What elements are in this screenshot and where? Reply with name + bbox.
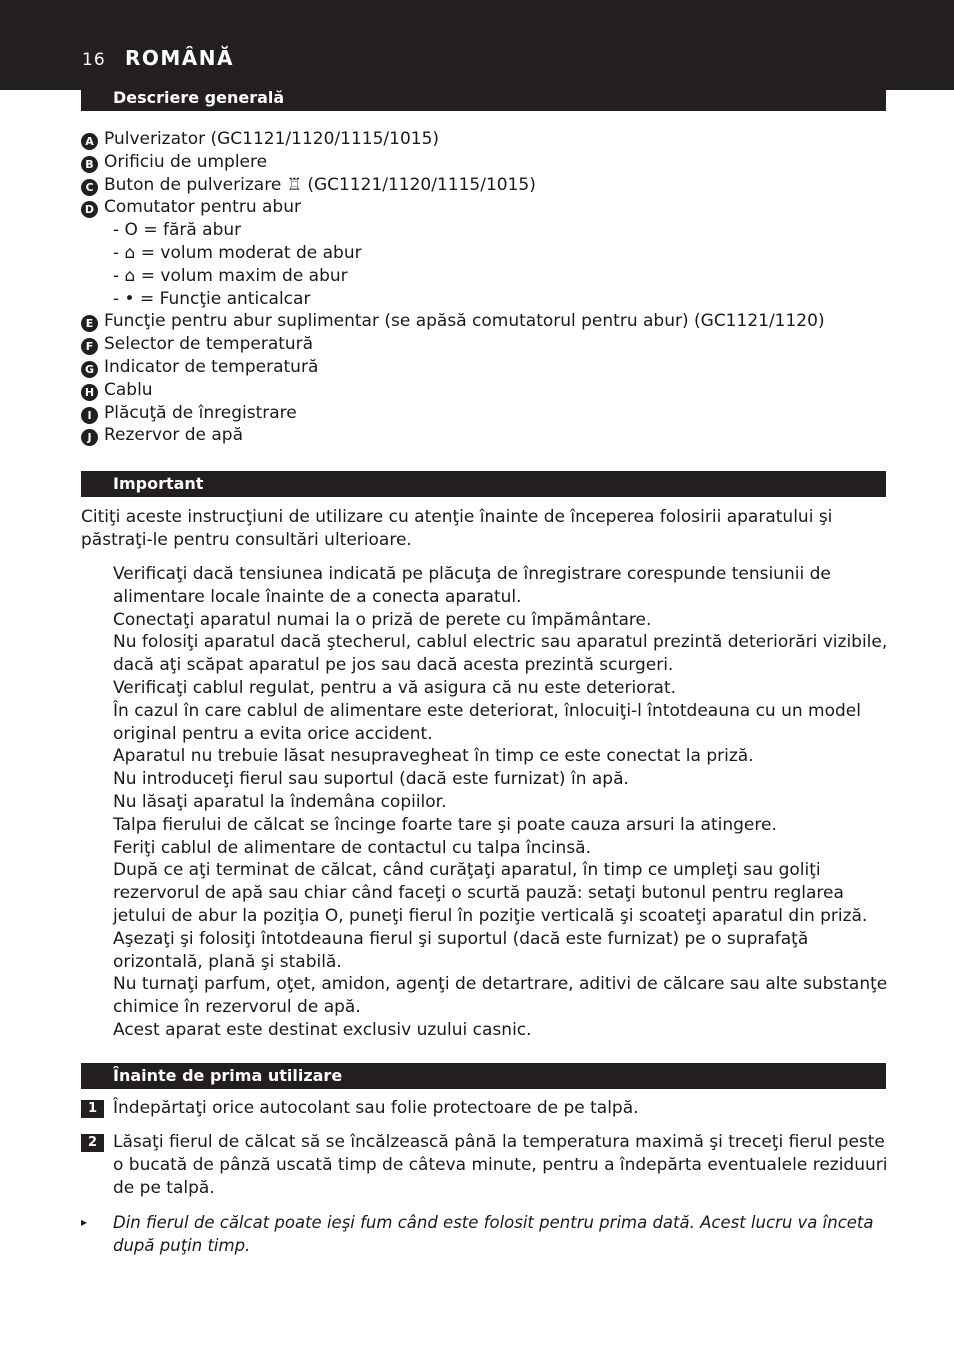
list-item: B Orificiu de umplere	[81, 151, 825, 174]
list-subitem: - O = fără abur	[113, 220, 242, 241]
section-header-before-first-use	[81, 1063, 886, 1089]
warning-item: În cazul în care cablul de alimentare este deteriorat, înlocuiţi-l întotdeauna cu un model original pentru a evita orice accident.	[113, 700, 861, 744]
note-text: Din fierul de călcat poate ieşi fum când este folosit pentru prima dată. Acest lucru va înceta după puţin timp.	[113, 1213, 874, 1255]
list-item: F Selector de temperatură	[81, 333, 825, 356]
arrow-bullet-icon: ▸	[81, 1215, 88, 1229]
letter-badge: H	[81, 384, 98, 401]
warning-item: Conectaţi aparatul numai la o priză de perete cu împământare.	[113, 609, 652, 630]
warning-item: Nu turnaţi parfum, oţet, amidon, agenţi de detartrare, aditivi de călcare sau alte substanţe chimice în rezervorul de apă.	[113, 974, 888, 1018]
list-subitem: - ⌂ = volum maxim de abur	[113, 265, 348, 286]
header-bar	[0, 0, 954, 90]
warnings-list	[113, 563, 893, 1042]
list-item: C Buton de pulverizare ♖ (GC1121/1120/1115/1015)	[81, 174, 825, 197]
warning-item: Nu lăsaţi aparatul la îndemâna copiilor.	[113, 791, 447, 812]
list-item: A Pulverizator (GC1121/1120/1115/1015)	[81, 128, 825, 151]
warning-item: Aşezaţi şi folosiţi întotdeauna fierul şi suportul (dacă este furnizat) pe o suprafaţă orizontală, plană şi stabilă.	[113, 928, 809, 972]
letter-badge: A	[81, 133, 98, 150]
list-item: G Indicator de temperatură	[81, 356, 825, 379]
letter-badge: I	[81, 407, 98, 424]
intro-paragraph: Citiţi aceste instrucţiuni de utilizare cu atenţie înainte de începerea folosirii aparatului şi păstraţi-le pentru consultări ulterioare.	[81, 507, 833, 550]
section-title: Descriere generală	[113, 88, 285, 107]
section-title: Important	[113, 474, 204, 493]
warning-item: Nu introduceţi fierul sau suportul (dacă este furnizat) în apă.	[113, 769, 629, 790]
step-text: Lăsaţi fierul de călcat să se încălzească până la temperatura maximă şi treceţi fierul peste o bucată de pânză uscată timp de câteva minute, pentru a îndepărta eventualele reziduuri de pe talpă.	[113, 1132, 888, 1198]
warning-item: Verificaţi dacă tensiunea indicată pe plăcuţa de înregistrare corespunde tensiunii de alimentare locale înainte de a conecta aparatul.	[113, 564, 831, 607]
warning-item: Feriţi cablul de alimentare de contactul cu talpa încinsă.	[113, 837, 592, 858]
warning-item: Acest aparat este destinat exclusiv uzului casnic.	[113, 1019, 532, 1040]
list-item: E Funcţie pentru abur suplimentar (se apăsă comutatorul pentru abur) (GC1121/1120)	[81, 310, 825, 333]
letter-badge: D	[81, 201, 98, 218]
section-header-general	[81, 85, 886, 111]
page-number: 16	[82, 50, 106, 70]
letter-badge: B	[81, 156, 98, 173]
warning-item: După ce aţi terminat de călcat, când curăţaţi aparatul, în timp ce umpleţi sau goliţi rezervorul de apă sau chiar când faceţi o scurtă pauză: setaţi butonul pentru reglarea jetului de abur la poziţia O, puneţi fierul în poziţie verticală şi scoateţi aparatul din priză.	[113, 860, 868, 926]
list-item: J Rezervor de apă	[81, 424, 825, 447]
step-text: Îndepărtaţi orice autocolant sau folie protectoare de pe talpă.	[113, 1098, 639, 1118]
section-title: Înainte de prima utilizare	[113, 1066, 343, 1085]
list-item: I Plăcuţă de înregistrare	[81, 402, 825, 425]
warning-item: Verificaţi cablul regulat, pentru a vă asigura că nu este deteriorat.	[113, 677, 677, 698]
list-item: H Cablu	[81, 379, 825, 402]
step-number-badge: 1	[81, 1100, 104, 1118]
language-title: ROMÂNĂ	[125, 46, 234, 70]
warning-item: Talpa fierului de călcat se încinge foarte tare şi poate cauza arsuri la atingere.	[113, 814, 777, 835]
warning-item: Aparatul nu trebuie lăsat nesupravegheat în timp ce este conectat la priză.	[113, 746, 754, 767]
step-number-badge: 2	[81, 1134, 104, 1152]
parts-list	[81, 128, 825, 447]
warning-item: Nu folosiţi aparatul dacă ştecherul, cablul electric sau aparatul prezintă deteriorări vizibile, dacă aţi scăpat aparatul pe jos sau dacă acesta prezintă scurgeri.	[113, 632, 888, 676]
list-subitem: - ⌂ = volum moderat de abur	[113, 242, 362, 263]
letter-badge: E	[81, 315, 98, 332]
list-item: D Comutator pentru abur	[81, 196, 825, 219]
letter-badge: F	[81, 338, 98, 355]
section-header-important	[81, 471, 886, 497]
letter-badge: C	[81, 179, 98, 196]
list-subitem: - • = Funcţie anticalcar	[113, 288, 311, 309]
letter-badge: J	[81, 429, 98, 446]
letter-badge: G	[81, 361, 98, 378]
